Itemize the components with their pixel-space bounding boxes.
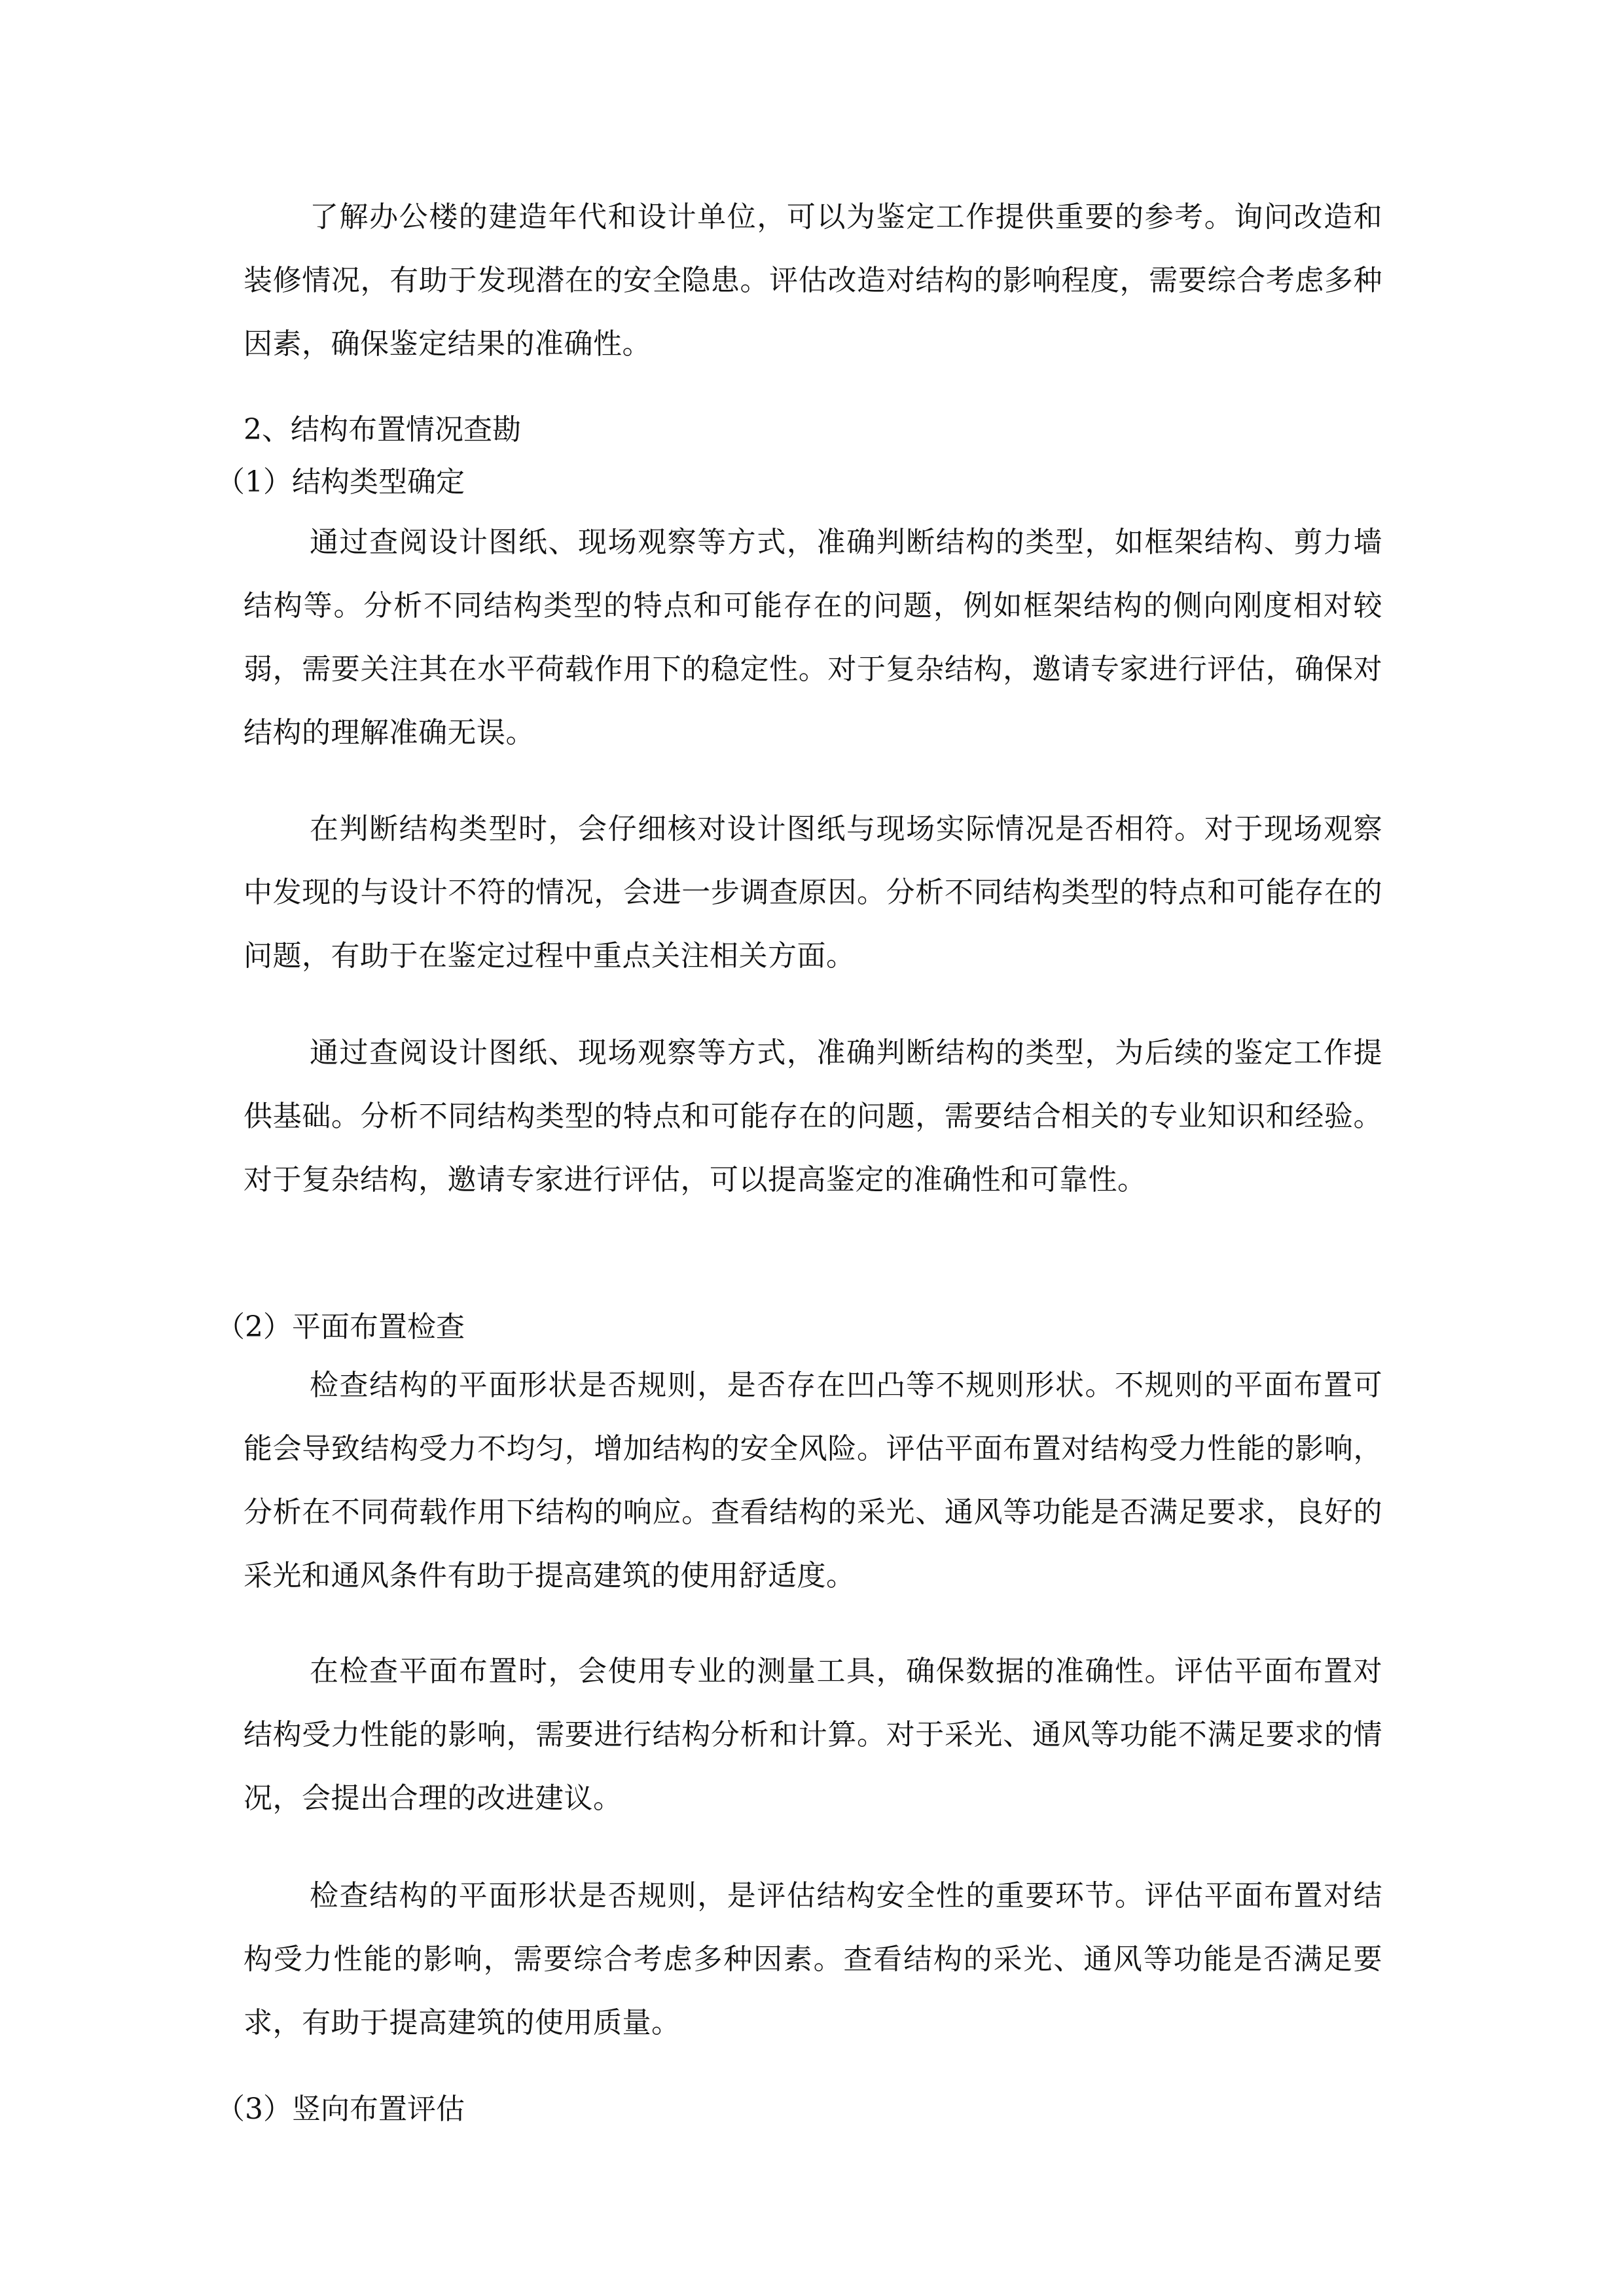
subsection-heading: （1）结构类型确定 <box>216 465 465 499</box>
body-paragraph: 检查结构的平面形状是否规则，是否存在凹凸等不规则形状。不规则的平面布置可能会导致结构受力不均匀，增加结构的安全风险。评估平面布置对结构受力性能的影响，分析在不同荷载作用下结构的响应。查看结构的采光、通风等功能是否满足要求，良好的采光和通风条件有助于提高建筑的使用舒适度。 <box>244 1369 1382 1592</box>
body-paragraph: 检查结构的平面形状是否规则，是评估结构安全性的重要环节。评估平面布置对结构受力性能的影响，需要综合考虑多种因素。查看结构的采光、通风等功能是否满足要求，有助于提高建筑的使用质量。 <box>244 1879 1382 2039</box>
body-paragraph: 在检查平面布置时，会使用专业的测量工具，确保数据的准确性。评估平面布置对结构受力性能的影响，需要进行结构分析和计算。对于采光、通风等功能不满足要求的情况，会提出合理的改进建议。 <box>244 1655 1382 1815</box>
body-paragraph: 了解办公楼的建造年代和设计单位，可以为鉴定工作提供重要的参考。询问改造和装修情况，有助于发现潜在的安全隐患。评估改造对结构的影响程度，需要综合考虑多种因素，确保鉴定结果的准确性。 <box>244 200 1382 361</box>
body-paragraph: 通过查阅设计图纸、现场观察等方式，准确判断结构的类型，如框架结构、剪力墙结构等。分析不同结构类型的特点和可能存在的问题，例如框架结构的侧向刚度相对较弱，需要关注其在水平荷载作用下的稳定性。对于复杂结构，邀请专家进行评估，确保对结构的理解准确无误。 <box>244 526 1382 749</box>
body-paragraph: 在判断结构类型时，会仔细核对设计图纸与现场实际情况是否相符。对于现场观察中发现的与设计不符的情况，会进一步调查原因。分析不同结构类型的特点和可能存在的问题，有助于在鉴定过程中重点关注相关方面。 <box>244 812 1382 973</box>
section-heading: 2、结构布置情况查勘 <box>244 413 521 446</box>
subsection-heading: （2）平面布置检查 <box>216 1310 465 1344</box>
body-paragraph: 通过查阅设计图纸、现场观察等方式，准确判断结构的类型，为后续的鉴定工作提供基础。分析不同结构类型的特点和可能存在的问题，需要结合相关的专业知识和经验。对于复杂结构，邀请专家进行评估，可以提高鉴定的准确性和可靠性。 <box>244 1036 1382 1196</box>
subsection-heading: （3）竖向布置评估 <box>216 2092 465 2126</box>
